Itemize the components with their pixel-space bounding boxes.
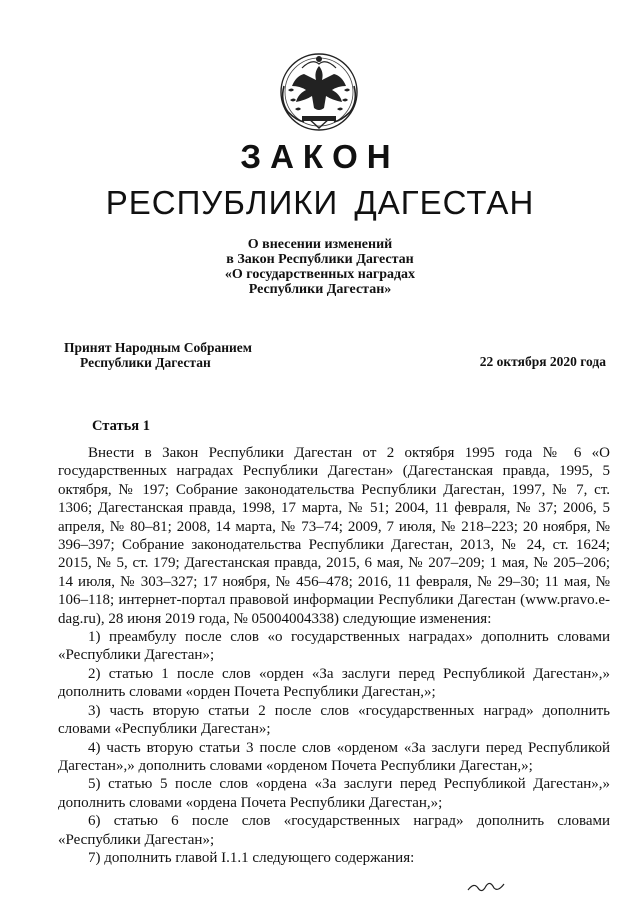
adopted-line-2: Республики Дагестан: [80, 355, 211, 370]
adopted-line-1: Принят Народным Собранием: [64, 340, 252, 355]
paragraph: Внести в Закон Республики Дагестан от 2 октября 1995 года № 6 «О государственных наградах Республики Дагестан» (Дагестанская правда, 1995, 5 октября, № 197; Собрание законодательства Республики Дагестан, 1997, № 7, ст. 1306; Дагестанская правда, 1998, 17 марта, № 51; 2004, 11 февраля, № 37; 2006, 5 апреля, № 80–81; 2008, 14 марта, № 73–74; 2009, 7 июля, № 218–223; 20 ноября, № 396–397; Собрание законодательства Республики Дагестан, 2013, № 24, ст. 1624; 2015, № 5, ст. 179; Дагестанская правда, 2015, 6 мая, № 207–209; 1 мая, № 205–206; 14 июля, № 303–327; 17 ноября, № 456–478; 2016, 11 февраля, № 29–30; 11 мая, № 106–118; интернет-портал правовой информации Республики Дагестан (www.pravo.e-dag.ru), 28 июня 2019 года, № 05004004338) следующие изменения:: [58, 445, 610, 627]
adoption-date: 22 октября 2020 года: [479, 354, 606, 369]
law-title: ЗАКОН: [240, 138, 400, 175]
article-body: [58, 444, 610, 867]
paragraph: 4) часть вторую статьи 3 после слов «орденом «За заслуги перед Республикой Дагестан»,» дополнить словами «орденом Почета Республики Дагестан,»;: [58, 739, 610, 774]
paragraph: 6) статью 6 после слов «государственных наград» дополнить словами «Республики Дагестан»;: [58, 813, 610, 848]
article-heading: Статья 1: [92, 418, 150, 434]
law-name-line: в Закон Республики Дагестан: [226, 252, 414, 267]
paragraph: 7) дополнить главой I.1.1 следующего содержания:: [88, 849, 415, 866]
paragraph: 2) статью 1 после слов «орден «За заслуги перед Республикой Дагестан»,» дополнить словами «орден Почета Республики Дагестан,»;: [58, 665, 610, 701]
paragraph: 1) преамбулу после слов «о государственных наградах» дополнить словами «Республики Дагестан»;: [58, 629, 610, 664]
law-name-line: Республики Дагестан»: [248, 282, 392, 297]
paragraph: 5) статью 5 после слов «ордена «За заслуги перед Республикой Дагестан»,» дополнить словами «ордена Почета Республики Дагестан,»;: [58, 776, 610, 811]
law-subtitle: РЕСПУБЛИКИ ДАГЕСТАН: [105, 184, 535, 221]
law-name-line: «О государственных наградах: [224, 267, 416, 282]
adopted-by: [64, 340, 252, 370]
coat-of-arms-icon: [274, 46, 364, 134]
law-name: [0, 237, 640, 297]
paragraph: 3) часть вторую статьи 2 после слов «государственных наград» дополнить словами «Республики Дагестан»;: [58, 702, 610, 738]
initials-mark-icon: [466, 880, 506, 894]
law-name-line: О внесении изменений: [247, 237, 393, 252]
